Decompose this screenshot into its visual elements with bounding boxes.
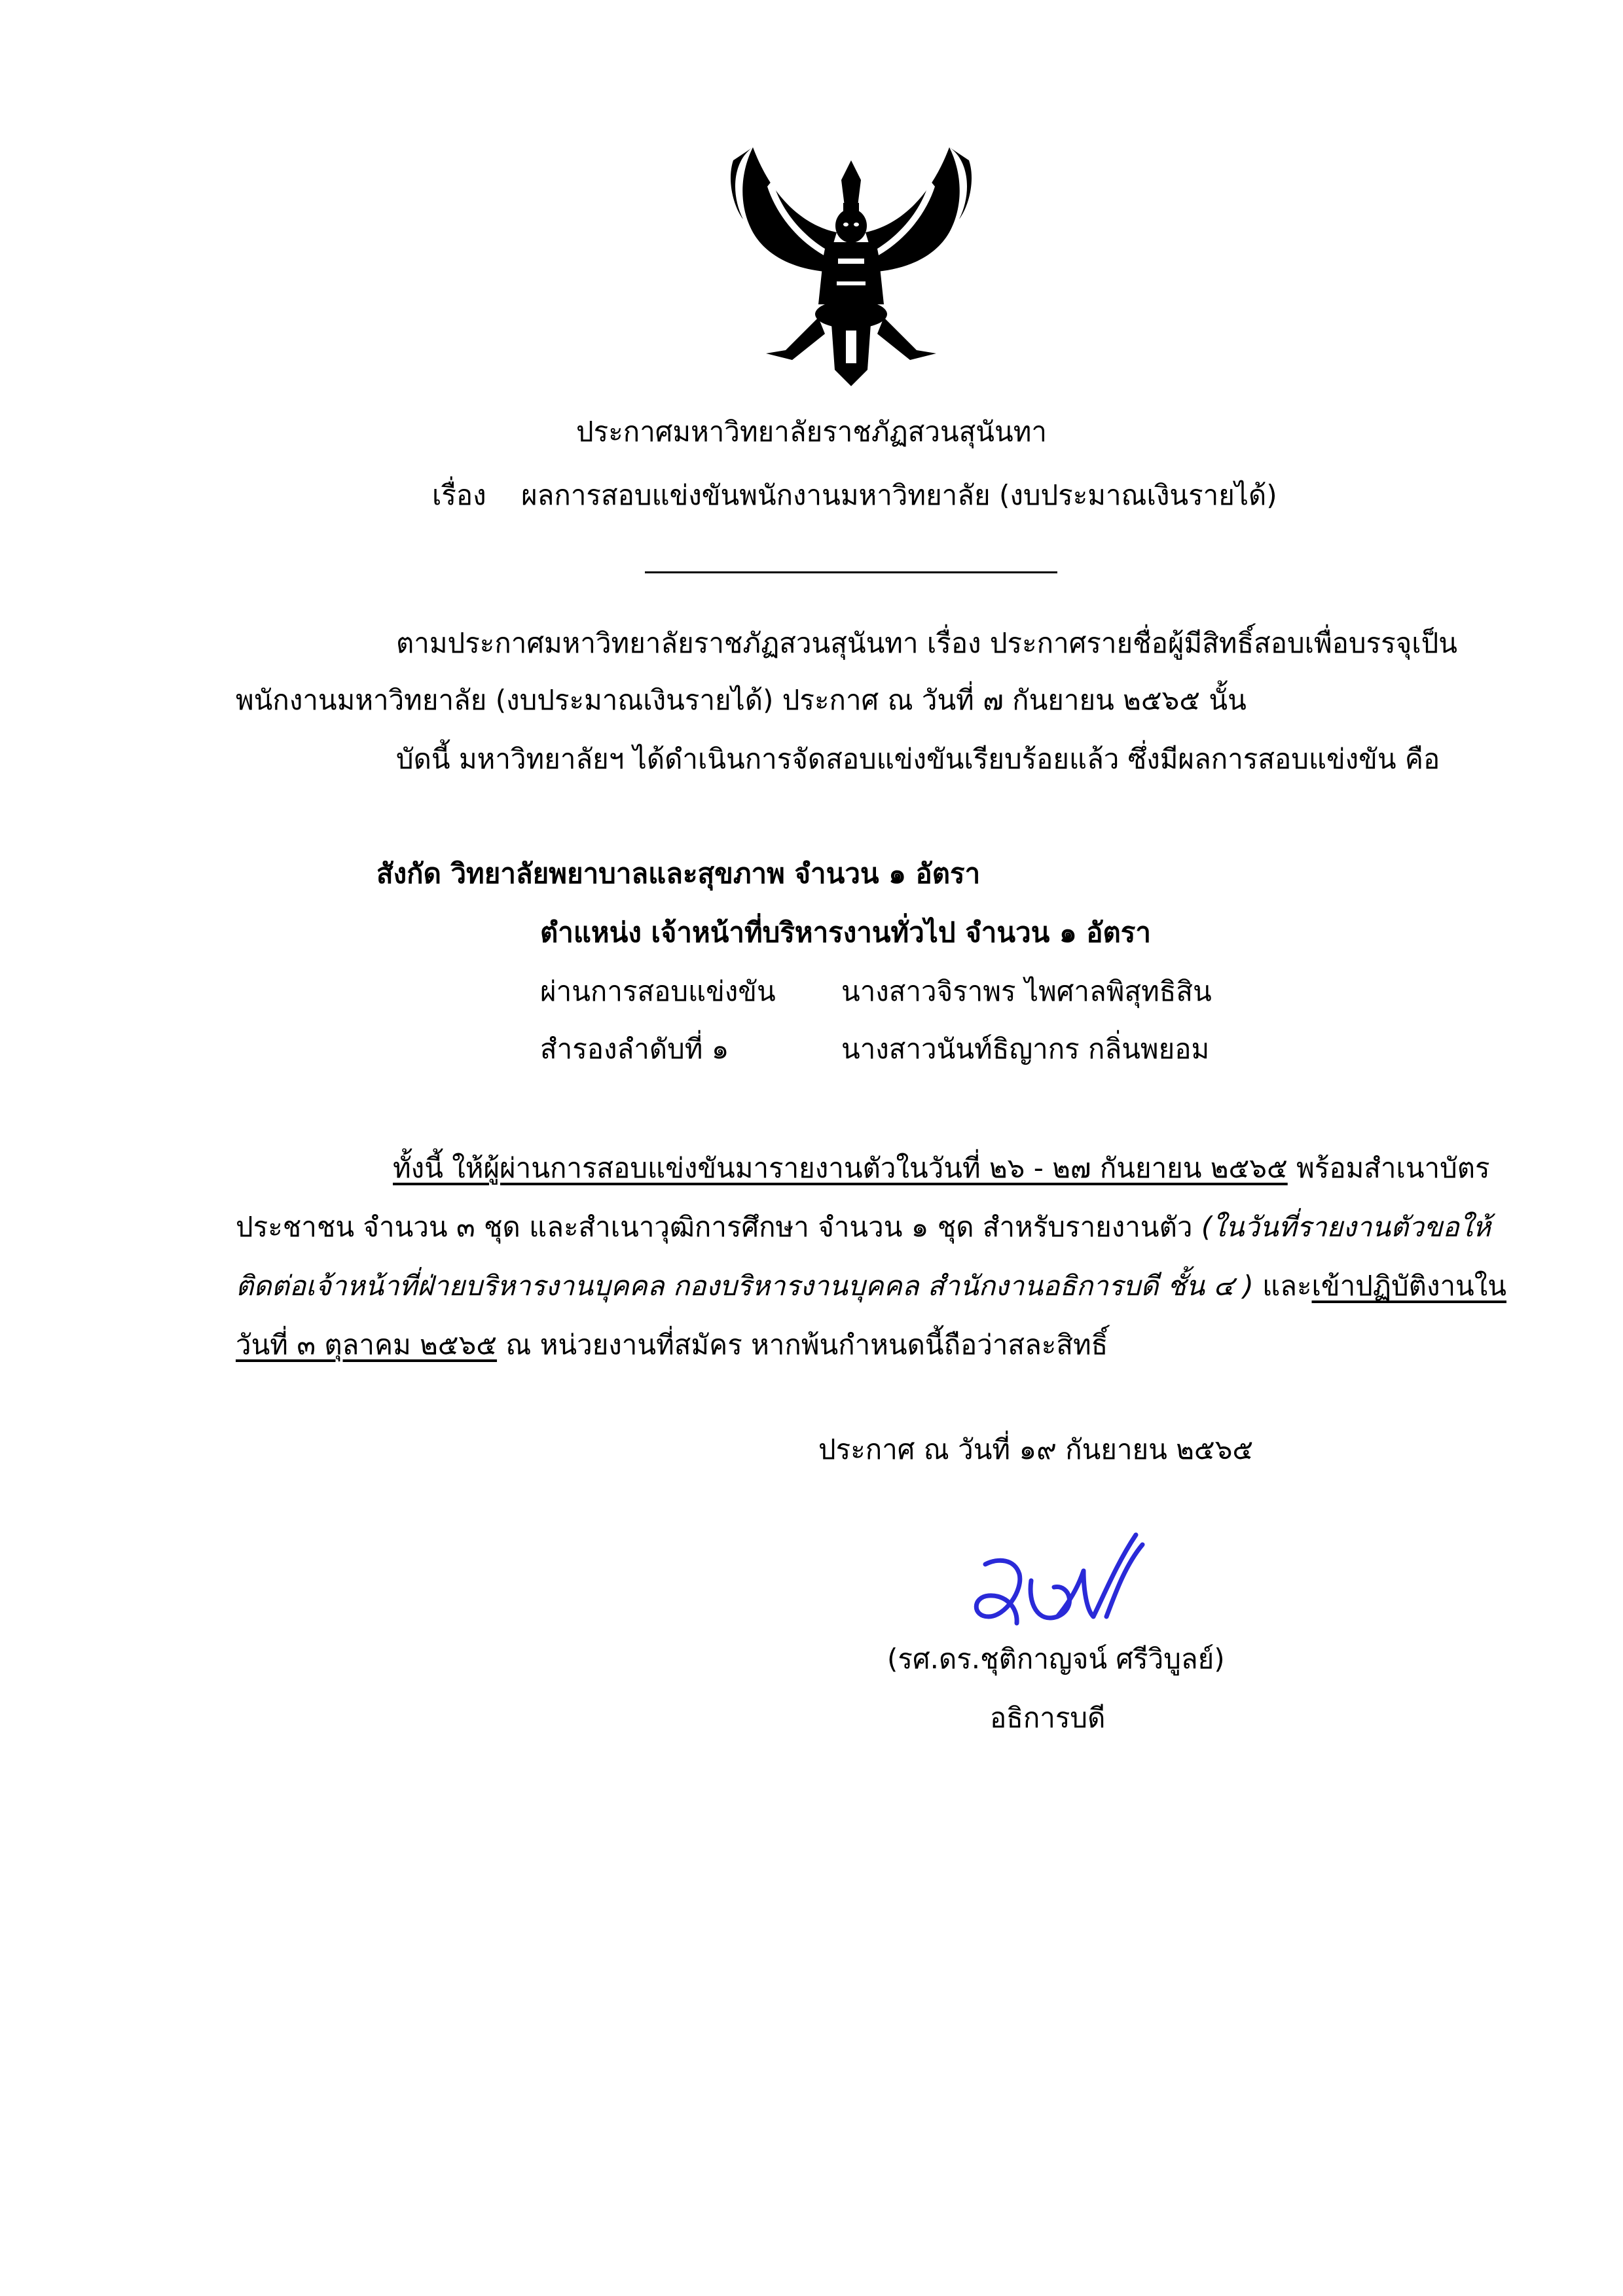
notice-contact-note: (ในวันที่รายงานตัวขอให้	[1201, 1211, 1491, 1243]
header-divider	[645, 571, 1057, 573]
body-para2: บัดนี้ มหาวิทยาลัยฯ ได้ดำเนินการจัดสอบแข่งขันเรียบร้อยแล้ว ซึ่งมีผลการสอบแข่งขัน คือ	[396, 743, 1440, 775]
notice-line4	[236, 1325, 1108, 1365]
subject-label: เรื่อง	[432, 479, 486, 511]
result-row-name: นางสาวนันท์ธิญากร กลิ่นพยอม	[841, 1033, 1210, 1065]
notice-line2-text: ประชาชน จำนวน ๓ ชุด และสำเนาวุฒิการศึกษา จำนวน ๑ ชุด สำหรับรายงานตัว	[236, 1211, 1201, 1243]
garuda-emblem-icon	[727, 134, 976, 389]
results-position: ตำแหน่ง เจ้าหน้าที่บริหารงานทั่วไป จำนวน ๑ อัตรา	[540, 916, 1151, 948]
notice-line4-text: ณ หน่วยงานที่สมัคร หากพ้นกำหนดนี้ถือว่าสละสิทธิ์	[497, 1329, 1108, 1361]
result-row-name: นางสาวจิราพร ไพศาลพิสุทธิสิน	[841, 975, 1212, 1007]
result-row-label: ผ่านการสอบแข่งขัน	[540, 975, 776, 1007]
result-row-label: สำรองลำดับที่ ๑	[540, 1033, 729, 1065]
notice-start-work: เข้าปฏิบัติงานใน	[1311, 1270, 1506, 1302]
notice-line1	[393, 1149, 1490, 1188]
subject-text: ผลการสอบแข่งขันพนักงานมหาวิทยาลัย (งบประมาณเงินรายได้)	[521, 479, 1277, 511]
announced-date: ประกาศ ณ วันที่ ๑๙ กันยายน ๒๕๖๕	[818, 1433, 1254, 1465]
notice-line3-text: และ	[1253, 1270, 1312, 1302]
body-para1-line2: พนักงานมหาวิทยาลัย (งบประมาณเงินรายได้) ประกาศ ณ วันที่ ๗ กันยายน ๒๕๖๕ นั้น	[236, 684, 1247, 716]
notice-contact-note: ติดต่อเจ้าหน้าที่ฝ่ายบริหารงานบุคคล กองบริหารงานบุคคล สำนักงานอธิการบดี ชั้น ๔ )	[236, 1270, 1254, 1302]
signer-name: (รศ.ดร.ชุติกาญจน์ ศรีวิบูลย์)	[887, 1643, 1225, 1675]
results-affiliation: สังกัด วิทยาลัยพยาบาลและสุขภาพ จำนวน ๑ อัตรา	[376, 857, 981, 889]
notice-report-date: ทั้งนี้ ให้ผู้ผ่านการสอบแข่งขันมารายงานตัวในวันที่ ๒๖ - ๒๗ กันยายน ๒๕๖๕	[393, 1152, 1288, 1184]
notice-line2	[236, 1208, 1491, 1247]
signer-title: อธิการบดี	[990, 1702, 1106, 1734]
notice-line3	[236, 1266, 1506, 1306]
body-para1-line1: ตามประกาศมหาวิทยาลัยราชภัฏสวนสุนันทา เรื่อง ประกาศรายชื่อผู้มีสิทธิ์สอบเพื่อบรรจุเป็น	[396, 627, 1457, 659]
subject-line	[432, 476, 1277, 515]
handwritten-signature	[959, 1518, 1149, 1640]
notice-start-date: วันที่ ๓ ตุลาคม ๒๕๖๕	[236, 1329, 498, 1361]
announcement-title: ประกาศมหาวิทยาลัยราชภัฏสวนสุนันทา	[575, 416, 1047, 448]
notice-line1-rest: พร้อมสำเนาบัตร	[1287, 1152, 1490, 1184]
